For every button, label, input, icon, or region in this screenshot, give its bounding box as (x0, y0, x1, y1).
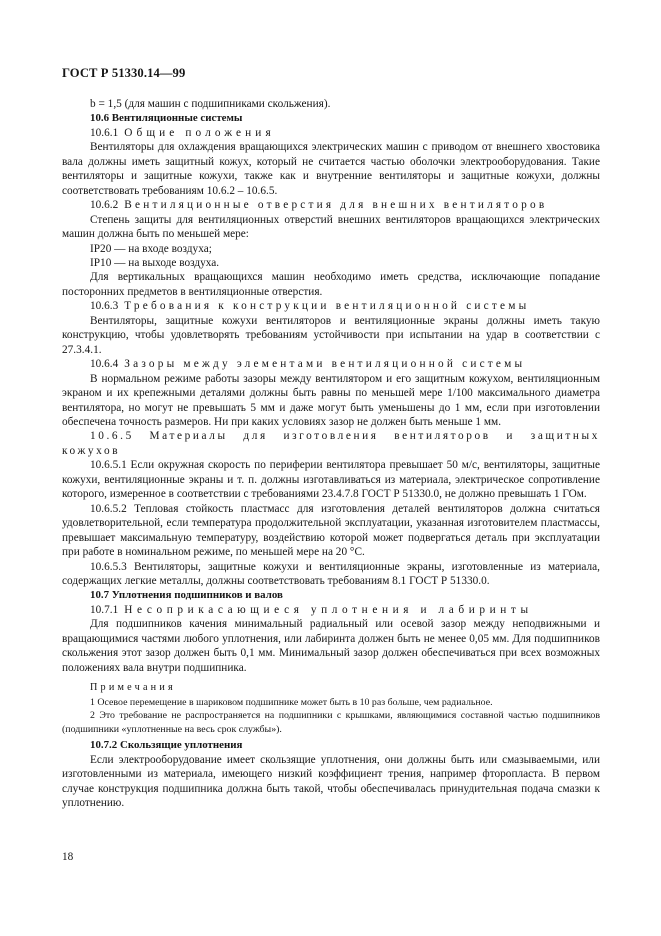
paragraph-10-6-5-3: 10.6.5.3 Вентиляторы, защитные кожухи и вентиляционные экраны, изготовленные из материала, содержащих легкие металлы, должны соответствовать требованиям 8.1 ГОСТ Р 51330.0. (62, 560, 600, 587)
notes-heading: Примечания (90, 682, 176, 694)
paragraph-10-7-1: Для подшипников качения минимальный радиальный или осевой зазор между неподвижными и вращающимися частями любого уплотнения, или лабиринта должен быть не менее 0,05 мм. Для подшипников скольжения этот зазор должен быть 0,1 мм. Минимальный зазор должен обеспечиваться при всех возможных положениях вала внутри подшипника. (62, 618, 600, 674)
subsection-number: 10.6.4 (90, 358, 119, 371)
subsection-number: 10.6.1 (90, 126, 119, 139)
paragraph-10-6-2: Степень защиты для вентиляционных отверстий внешних вентиляторов вращающихся электрических машин должна быть по меньшей мере: (62, 213, 600, 241)
note-1: 1 Осевое перемещение в шариковом подшипнике может быть в 10 раз больше, чем радиальное. (90, 696, 493, 708)
subsection-heading-10-6-1 (62, 126, 600, 140)
subsection-title: Общие положения (124, 126, 275, 139)
subsection-heading-10-6-5: 10.6.5 Материалы для изготовления вентиляторов и защитных кожухов (62, 430, 600, 457)
paragraph-10-6-5-2: 10.6.5.2 Тепловая стойкость пластмасс для изготовления деталей вентиляторов должна считаться удовлетворительной, если температура продолжительной эксплуатации, указанная изготовителем пластмассы, превышает максимальную температуру, воздействию которой может подвергаться деталь при эксплуатации при работе в номинальном режиме, по меньшей мере на 20 °С. (62, 502, 600, 559)
section-heading-10-7: 10.7 Уплотнения подшипников и валов (90, 589, 283, 602)
subsection-number: 10.6.3 (90, 300, 119, 313)
paragraph-10-6-5-1: 10.6.5.1 Если окружная скорость по периферии вентилятора превышает 50 м/с, вентиляторы, защитные кожухи, вентиляционные экраны и т. п. должны изготавливаться из материала, электрическое сопротивление которого, измеренное в соответствии с требованиями 23.4.7.8 ГОСТ Р 51330.0, не должно превышать 1 ГОм. (62, 459, 600, 501)
subsection-heading-10-6-3 (62, 299, 600, 313)
subsection-title: Вентиляционные отверстия для внешних вентиляторов (124, 199, 548, 212)
subsection-heading-10-6-4 (62, 357, 600, 371)
list-item-ip20: IP20 — на входе воздуха; (90, 242, 212, 255)
subsection-number: 10.6.2 (90, 199, 119, 212)
document-body (62, 97, 600, 811)
subsection-title: Зазоры между элементами вентиляционной системы (124, 358, 526, 371)
formula-line: b = 1,5 (для машин с подшипниками скольжения). (90, 98, 331, 110)
paragraph-10-7-2: Если электрооборудование имеет скользящие уплотнения, они должны быть или смазываемыми, или изготовленными из материала, имеющего низкий коэффициент трения, например фторопласта. В первом случае конструкция подшипника должна быть такой, чтобы обеспечивалась принудительная подача смазки к уплотнению. (62, 753, 600, 810)
paragraph-vertical-machines: Для вертикальных вращающихся машин необходимо иметь средства, исключающие попадание посторонних предметов в вентиляционные отверстия. (62, 271, 600, 298)
subsection-title: Требования к конструкции вентиляционной системы (124, 300, 530, 313)
subsection-title: Несоприкасающиеся уплотнения и лабиринты (124, 603, 533, 616)
paragraph-10-6-1: Вентиляторы для охлаждения вращающихся электрических машин с приводом от внешнего хвостовика вала должны иметь защитный кожух, который не считается частью оболочки электрооборудования. Такие вентиляторы и защитные кожухи, также как и внутренние вентиляторы и защитные кожухи, должны соответствовать требованиям 10.6.2 – 10.6.5. (62, 141, 600, 197)
paragraph-10-6-3: Вентиляторы, защитные кожухи вентиляторов и вентиляционные экраны должны иметь такую конструкцию, чтобы удовлетворять требованиям устойчивости при испытании на удар в соответствии с 27.3.4.1. (62, 314, 600, 356)
page-number: 18 (62, 851, 74, 863)
section-heading-10-7-2: 10.7.2 Скользящие уплотнения (90, 739, 243, 752)
note-2: 2 Это требование не распространяется на подшипники с крышками, являющимися составной частью подшипников (подшипники «уплотненные на весь срок службы»). (62, 710, 600, 735)
section-heading-10-6: 10.6 Вентиляционные системы (90, 112, 243, 125)
subsection-heading-10-7-1 (62, 603, 600, 617)
document-header: ГОСТ Р 51330.14—99 (62, 66, 186, 80)
list-item-ip10: IP10 — на выходе воздуха. (90, 256, 220, 269)
subsection-number: 10.7.1 (90, 603, 119, 616)
subsection-heading-10-6-2 (62, 198, 600, 212)
paragraph-10-6-4: В нормальном режиме работы зазоры между вентилятором и его защитным кожухом, вентиляционным экраном и их крепежными деталями должны быть равны по меньшей мере 1/100 максимального диаметра вентилятора, но могут не превышать 5 мм и даже могут быть уменьшены до 1 мм, если при изготовлении обеспечена точность размеров. Ни при каких условиях зазор не должен быть меньше 1 мм. (62, 372, 600, 428)
